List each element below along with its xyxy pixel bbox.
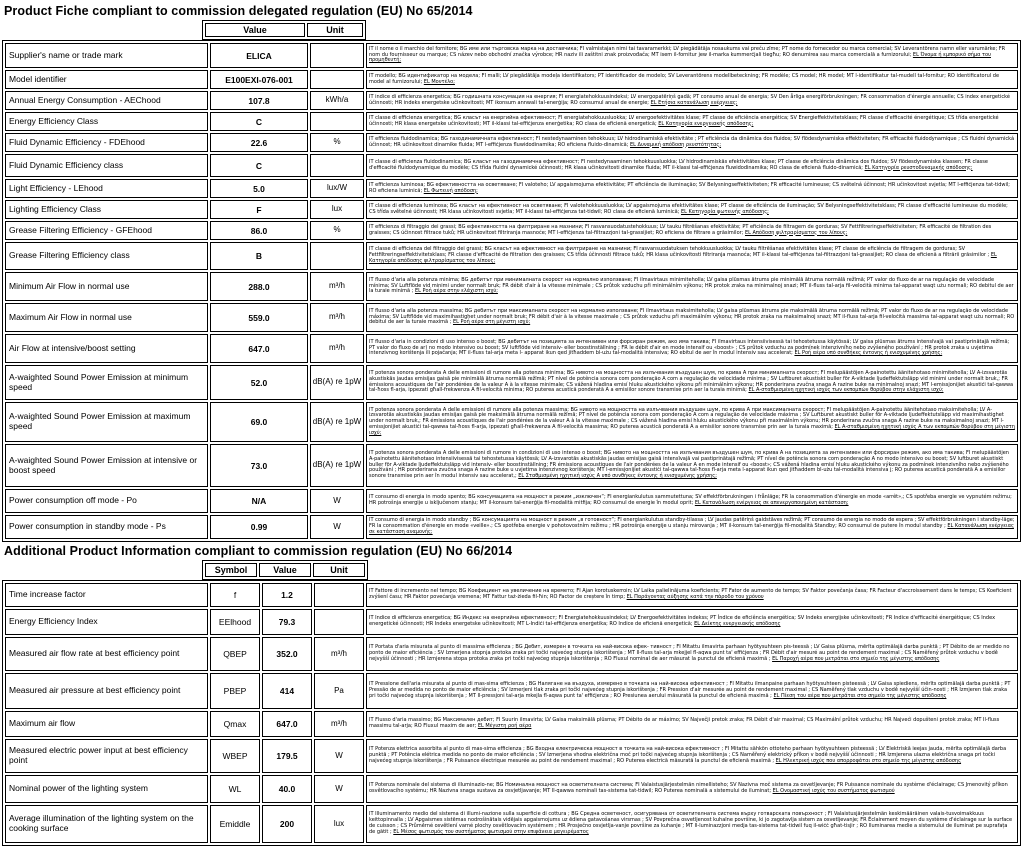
row-description: IT consumo di energia in modo spento; BG консумацията на мощност в режим „изключен“; FI energiankulutus sammutettuna; SV effektförbrukningen i frånläge; FR la consommation d'énergie en mode «arrêt»,; CS spotřeba energie ve vypnutém režimu; HR potrošnja energije u isključenom stanju; MT il-konsum tal-enerġija fil-modalità mitfija; RO consumul de energie în modul oprit; EL Κατανάλωση ενέργειας σε απενεργοποιημένη κατάσταση; <box>366 489 1018 513</box>
row-unit <box>310 112 364 131</box>
fiche2-header-row <box>205 563 365 577</box>
row-unit: m³/h <box>310 334 364 363</box>
row-unit: Pa <box>314 673 364 709</box>
table-row <box>5 70 1018 89</box>
row-value: 52.0 <box>210 365 308 400</box>
row-description: IT potenza sonora ponderata A delle emissioni di rumore alla potenza massima; BG нивото на мощността на излъчвания въздушен шум, по крива А при максималната скорост; FI melupäästöjen A-painotettu äänitehotaso maksimiteholla; LV A-izsvarotās akustiskās jaudas emisijas gaisā pie maksimālā ātruma normālā režīmā; PT nível de potência sonora com ponderação A com a regulação de velocidade máxima ; SV Luftburet akustiskt buller för A-viktade ljudeffektutsläpp vid maximihastighet under normalt bruk,; FR émissions acoustiques de l'air pondérées de la valeur A à la vitesse maximale ; CS vážená hladina emisí hluku akustického výkonu při maximálním výkonu; HR ponderirana zvučna snaga A razine buke na maksimalnoj snazi; MT l-emissjonijiet akustiċi tal-qawwa tal-ħoss fl-arja, ippezati għall-frekwenza A fil-velocità massima; RO puterea acustică ponderată A a emisiilor sonore transmise prin aer la turaia maximă; EL Α-σταθμισμένη ηχητική ισχύς Α των εκπομπών θορύβου στη μέγιστη ισχύ; <box>366 402 1018 442</box>
row-description: IT Fattore di incremento nel tempo; BG Коефициент на увеличение на времето; FI Ajan korotuskerroin; LV Laika palielinājuma koeficients; PT Fator de aumento de tempo; SV Faktor povečanja časa; FR Facteur d'accroissement dans le temps; CS Koeficient zvýšení času; HR Faktor povećanja vremena; MT Fattur taż-żieda fil-ħin; RO Factor de creștere în timp; EL Παράγοντας αύξησης κατά την πάροδο του χρόνου <box>366 583 1018 607</box>
row-description: IT classe di efficienza energetica; BG класът на енергийна ефективност; FI energiatehokkuusluokka; LV energoefektivitātes klase; PT classe de eficiência energética; SV Energieffektivitetsklass; FR classe d'efficacité énergétique; CS třída energetické účinnosti; HR klasa energetske učinkovitosti; MT il-klassi tal-effiċjenza enerġetika; RO clasa de eficienă energetică; EL Κατηγορία ενεργειακής απόδοσης; <box>366 112 1018 131</box>
fiche2-title: Additional Product Information compliant to commission regulation (EU) No 66/2014 <box>4 544 513 558</box>
table-row <box>5 179 1018 198</box>
row-unit: dB(A) re 1pW <box>310 444 364 487</box>
row-unit: m³/h <box>310 303 364 332</box>
row-label: Supplier's name or trade mark <box>5 43 208 68</box>
row-unit: m³/h <box>314 637 364 671</box>
row-value: 200 <box>262 805 312 843</box>
row-value: 559.0 <box>210 303 308 332</box>
row-unit <box>310 43 364 68</box>
row-value: F <box>210 200 308 219</box>
fiche2-header-value: Value <box>259 563 311 577</box>
row-value: C <box>210 112 308 131</box>
fiche2-table-body <box>5 583 1018 843</box>
row-symbol: PBEP <box>210 673 260 709</box>
row-description: IT Illuminamento medio del sistema di illumi-nazione sulla superficie di cottura ; BG Средна осветеност, осигурявана от осветителната система върху готварската повърхност ; FI Valaistusjärjestelmän keskimääräinen valais-tusvoimakkuus keittopinnalla ; LV Apgaismes sistēmas nodrošinātais vidējais apgaismojums uz ēdiena gatavošanas virsmas ; SV Povprečna osvetljenost kuhalne površine, ki jo zagotavlja sistem za osvetljevanje; FR Éclairement moyen du système d'éclairage sur la surface de cuisson ; CS Průměrné osvětlení varné plochy osvětlovacím systémem ; HR Prosječno osvjetlja-vanje površine za kuhanje ; MT Il-luminazzjoni medja tas-sistema tat-tidwil fuq il-wiċċ għat-tisjir ; RO Iluminarea medie a sistemului de iluminat pe suprafața de gătit ; EL Μέσος φωτισμός του συστήματος φωτισμού στην επιφάνεια μαγειρέματος <box>366 805 1018 843</box>
fiche1-table-body <box>5 43 1018 539</box>
row-unit: kWh/a <box>310 91 364 110</box>
row-label: Power consumption off mode - Po <box>5 489 208 513</box>
table-row <box>5 365 1018 400</box>
row-label: Annual Energy Consumption - AEChood <box>5 91 208 110</box>
row-description: IT efficienza di filtraggio dei grassi; BG ефективността на филтриране на мазнини; FI rasvansuodatustehokkuus; LV tauku filtrēšanas efektivitāte; PT eficiência de filtragem de gorduras; SV Fettfiltreringseffektiviteten; FR efficacité de filtration des graisses; CS účinnost filtrace tuků; HR učinkovitost filtriranja masnoće; MT l-effiċjenza tal-filtrazzjoni tal-grassijiet; RO eficiena de filtrare a grăsimilor; EL Απόδοση φιλτραρίσματος του λίπους; <box>366 221 1018 240</box>
table-row <box>5 242 1018 270</box>
row-label: Maximum air flow <box>5 711 208 737</box>
table-row <box>5 805 1018 843</box>
row-unit <box>310 154 364 177</box>
row-unit <box>314 609 364 635</box>
row-label: Light Efficiency - LEhood <box>5 179 208 198</box>
table-row <box>5 402 1018 442</box>
row-label: Fluid Dynamic Efficiency - FDEhood <box>5 133 208 152</box>
table-row <box>5 272 1018 301</box>
row-unit: lux <box>310 200 364 219</box>
row-value: 0.99 <box>210 515 308 539</box>
fiche1-title: Product Fiche compliant to commission delegated regulation (EU) No 65/2014 <box>4 4 473 18</box>
table-row <box>5 43 1018 68</box>
row-description: IT efficienza luminosa; BG ефективността на осветяване; FI valoteho; LV apgaismojuma efektivitāte; PT eficiência de iluminação; SV Belysningseffektiviteten; FR efficacité lumineuse; CS světelná účinnost; HR učinkovitost svjetla; MT l-effiċjenza tat-tidwil; RO eficiena luminică; EL Φωτεινή απόδοση; <box>366 179 1018 198</box>
row-symbol: f <box>210 583 260 607</box>
row-unit: W <box>310 515 364 539</box>
row-value: E100EXI-076-001 <box>210 70 308 89</box>
table-row <box>5 154 1018 177</box>
table-row <box>5 91 1018 110</box>
row-description: IT il nome o il marchio del fornitore; BG име или търговска марка на доставчика; FI valmistajan nimi tai tavaramerkki; LV piegādātāja nosaukums vai preču zīme; PT nome do fornecedor ou marca comercial; SV Leverantörens namn eller varumärke; FR nom du fournisseur ou marque; CS název nebo obchodní značka výrobce; HR naziv ili zaštitni znak proizvođača; MT isem il-fornitur jew il-marka kummerċjali tiegħu; RO denumirea sau marca comercială a furnizorului; EL Όνομα ή εμπορικό σήμα του προμηθευτή; <box>366 43 1018 68</box>
table-row <box>5 200 1018 219</box>
row-value: 40.0 <box>262 775 312 803</box>
fiche2-table <box>2 580 1021 846</box>
table-row <box>5 637 1018 671</box>
row-label: Minimum Air Flow in normal use <box>5 272 208 301</box>
row-unit: W <box>310 489 364 513</box>
row-symbol: Emiddle <box>210 805 260 843</box>
row-value: C <box>210 154 308 177</box>
row-description: IT flusso d'aria in condizioni di uso intenso o boost; BG дебитът на позицията за интензивен или форсиран режим, ако има такива; FI ilmavirtaus intensiivisessä tai tehostetussa käytössä; LV gaisa plūsmas ātrums intensīvajā vai pastiprinātajā režīmā; PT valor do fluxo de ar) no modo intensivo ou boost; SV luftflöde vid intensiv- eller boostinställning ; FR le débit d'air en mode intensif ou «boost» ; CS průtok vzduchu za podmínek intenzivního nebo zvýšeného používání ; HR protok zraka u uvjetima intenzivnog korištenja ili pojačanja; MT il-fluss tal-arja meta l- apparat ikun qed jitħaddem bl-użu tal-modalità intensiva; RO ebitul de aer în modul intensiv sau accelerat; EL Ροή αέρα υπό συνθήκες έντονης ή ενισχυμένης χρήσης; <box>366 334 1018 363</box>
row-value: 179.5 <box>262 739 312 773</box>
fiche2-header <box>202 560 368 580</box>
row-description: IT Flusso d'aria massimo; BG Максимален дебит; FI Suurin ilmavirta; LV Gaisa maksimālā plūsma; PT Débito de ar máximo; SV Največji pretok zraka; FR Débit d'air maximal; CS Maximální průtok vzduchu; HR Najveći dopušteni protok zraka; MT Il-fluss massimu tal-arja; RO Fluxul maxim de aer; EL Μέγιστη ροή αέρα <box>366 711 1018 737</box>
row-description: IT Pressione dell'aria misurata al punto di mas-sima efficienza ; BG Налягане на въздуха, измерено в точката на най-висока ефективност ; FI Mitattu ilmanpaine parhaan hyötysuhteen pisteessä ; LV Gaisa spiediens, mērīts optimālajā darba punktā ; PT Pressão de ar medida no ponto de maior eficiência ; SV Izmerjeni tlak zraka pri točki najvećeg stupnja iskorištenja ; FR Pression d'air mesurée au point de rendement maximal ; CS Naměřený tlak vzduchu v bodě nejvyšší účin-nosti ; HR Izmjeren tlak zraka pri točki najvećeg stupnja iskorištenja ; MT Il-pressjoni tal-arja mkejla fl-aqwa punt ta' effiċjenza ; RO Presiunea aerului măsurată la punctul de eficienă maximă ; EL Πίεση του αέρα που μετράται στο σημείο της μέγιστης απόδοσης <box>366 673 1018 709</box>
row-value: 414 <box>262 673 312 709</box>
row-description: IT flusso d'aria alla potenza massima; BG дебитът при максималната скорост на нормално използване; FI ilmavirtaus maksimiteholla; LV gaisa plūsmas ātrums pie maksimālā ātruma normālā režīmā; PT valor do fluxo de ar na regulação de velocidade máxima; SV Luftflöde vid maximihastighet under normalt bruk; FR débit d'air à la vitesse maximale ; CS průtok vzduchu při maximálním výkonu; HR protok zraka na maksimalnoj snazi; MT il-fluss tal-arja fil-veloċità massima tal-apparat waqt użu normali; RO debitul de aer la turaie maximă ; EL Ροή αέρα στη μέγιστη ισχύ; <box>366 303 1018 332</box>
row-label: A-waighted Sound Power Emission at intensive or boost speed <box>5 444 208 487</box>
table-row <box>5 112 1018 131</box>
row-description: IT modello; BG идентификатор на модела; FI malli; LV piegādātāja modeļa identifikators; PT identificador de modelo; SV Leverantörens modellbeteckning; FR modèle; CS model; HR model; MT l-identifikatur tal-mudell tal-fornitur; RO identificatorul de model al furnizorului; EL Μοντέλο; <box>366 70 1018 89</box>
row-unit: m³/h <box>314 711 364 737</box>
row-label: Model identifier <box>5 70 208 89</box>
row-value: 1.2 <box>262 583 312 607</box>
table-row <box>5 133 1018 152</box>
fiche1-header-unit: Unit <box>307 23 363 37</box>
row-description: IT Potenza elettrica assorbita al punto di mas-sima efficienza ; BG Входна електрическа мощност в точката на най-висока ефективност ; FI Mitattu sähkön ottoteho parhaan hyötysuhteen pisteessä ; LV Elektriskā ieejas jauda, mērīta optimālajā darba punktā ; PT Potência elétrica medida no ponto de maior eficiência ; SV Izmerjena vhodna električna moč pri točki najvećeg stupnja iskorištenja ; CS Naměřený elektrický příkon v bodě nejvyšší účinnosti ; HR Izmjerena ulazna električna snaga pri točki najvećeg stupnja iskorištenja ; FR Puissance électrique mesurée au point de rendement maximal ; RO Puterea electrică măsurată la punctul de eficienă maximă ; EL Ηλεκτρική ισχύς που απορροφάται στο σημείο της μέγιστης απόδοσης <box>366 739 1018 773</box>
row-symbol: EElhood <box>210 609 260 635</box>
row-label: Measured air pressure at best efficiency point <box>5 673 208 709</box>
row-label: A-waighted Sound Power Emission at maximum speed <box>5 402 208 442</box>
row-label: Measured air flow rate at best efficiency point <box>5 637 208 671</box>
row-value: 288.0 <box>210 272 308 301</box>
row-value: 22.6 <box>210 133 308 152</box>
row-description: IT efficienza fluidodinamica; BG газодинамичната ефективност; FI nestedynaaminen tehokkuus; LV hidrodinamiskā efektivitāte ; PT eficiência da dinâmica dos fluidos; SV flödesdynamiska effektiviteten; FR efficacité fluidodynamique ; CS fluidní dynamická účinnost; HR učinkovitost dinamike fluida; MT l-effiċjenza fluwidodinamika; RO eficiena fluido-dinamică; EL Δυναμική απόδοση ρευστότητας; <box>366 133 1018 152</box>
row-symbol: WBEP <box>210 739 260 773</box>
row-value: 86.0 <box>210 221 308 240</box>
row-unit: W <box>314 739 364 773</box>
fiche2-header-symbol: Symbol <box>205 563 257 577</box>
row-unit: lux <box>314 805 364 843</box>
table-row <box>5 515 1018 539</box>
row-label: Nominal power of the lighting system <box>5 775 208 803</box>
row-label: Time increase factor <box>5 583 208 607</box>
row-value: 79.3 <box>262 609 312 635</box>
table-row <box>5 334 1018 363</box>
row-value: ELICA <box>210 43 308 68</box>
row-label: Maximum Air Flow in normal use <box>5 303 208 332</box>
row-symbol: QBEP <box>210 637 260 671</box>
row-description: IT Potenza nominale del sistema di illuminazio-ne; BG Номинална мощност на осветителната система; FI Valaistusjärjestelmän nimellisteho; SV Nazivna moč sistema za osvetljevanje; FR Puissance nominale du système d'éclairage; CS Jmenovitý příkon osvětlovacího systému; HR Nazivna snaga sustava za osvjetljavanje; MT Il-qawwa nominali tas-sistema tat-tidwil; RO Puterea nominală a sistemului de iluminat; EL Ονομαστική ισχύς του συστήματος φωτισμού <box>366 775 1018 803</box>
row-description: IT consumo di energia in modo standby ; BG консумацията на мощност в режим „в готовност“; FI energiankulutus standby-tilassa ; LV jaudas patēriņš gaidstāves režīmā; PT consumo de energia no modo de espera ; SV effektförbrukningen i standby-läge; FR la consommation d'énergie en mode «veille».; CS spotřeba energie v pohotovostním režimu ; HR potrošnja energije u stanju mirovanja ; MT il-konsum tal-enerġija fil-modalità Standby; RO consumul de putere în modul standby ; EL Κατανάλωση ενέργειας σε κατάσταση αναμονής; <box>366 515 1018 539</box>
row-unit: % <box>310 133 364 152</box>
fiche1-header-row <box>205 23 363 37</box>
table-row <box>5 489 1018 513</box>
row-label: Power consumption in standby mode - Ps <box>5 515 208 539</box>
row-unit: m³/h <box>310 272 364 301</box>
row-label: Energy Efficiency Class <box>5 112 208 131</box>
table-row <box>5 221 1018 240</box>
row-unit <box>314 583 364 607</box>
row-label: Grease Filtering Efficiency - GFEhood <box>5 221 208 240</box>
row-description: IT potenza sonora ponderata A delle emissioni di rumore in condizioni di uso intenso o boost; BG нивото на мощността на излъчвания въздушен шум, по крива А на позицията за интензивен или форсиран режим, ако има такива; FI melupäästöjen A-painotettu äänitehotaso intensiivisessä tai tehostetussa käytössä; LV A-izsvarotās akustiskās jaudas emisijas gaisā intensīvajā vai pastiprinātajā režīmā; PT nível de potência sonora com ponderação A no modo intensivo ou boost; SV luftburet akustiskt buller för A-viktade ljudeffektutsläpp vid intensiv- eller boostinställning; FR émissions acoustiques de l'air pondérées de la valeur A en mode intensif ou «boost»; CS vážená hladina emisí hluku akustického výkonu za podmínek intenzivního nebo zvýšeného používání ; HR ponderirana zvučna snaga A razine buke u uvjetima intenzivnog korištenja; MT l-emissjonijiet akustiċi tal-qawwa tal-ħoss fl-arja meta l-apparat ikun qed jitħaddem bl-użu tal-modalità intensiva j; RO puterea acustică ponderată A a emisiilor sonore transmise prin aer în modul intensiv sau accelerat,; EL Σταθμισμένη ηχητική ισχύς Α υπό συνθήκες έντονης ή ενισχυμένης χρήσης; <box>366 444 1018 487</box>
row-label: Fluid Dynamic Efficiency class <box>5 154 208 177</box>
row-label: Average illumination of the lighting system on the cooking surface <box>5 805 208 843</box>
row-symbol: WL <box>210 775 260 803</box>
table-row <box>5 609 1018 635</box>
row-value: 73.0 <box>210 444 308 487</box>
row-value: 647.0 <box>262 711 312 737</box>
row-description: IT Indice di efficienza energetica; BG Индекс на енергийна ефективност; FI Energiatehokkuusindeksi; LV Energoefektivitātes indekss; PT Índice de eficiência energética; SV Indeks energijske učinkovitosti; FR Indice d'efficacité énergétique; CS Index energetické účinnosti; HR Indeks energetske učinkovitosti; MT L-Indiċi tal-effiċjenza enerġetika; RO Indice de eficienă energetică; EL Δείκτης ενεργειακής απόδοσης <box>366 609 1018 635</box>
row-description: IT flusso d'aria alla potenza minima; BG дебитът при минималната скорост на нормално използване; FI ilmavirtaus minimiteholla; LV gaisa plūsmas ātrums pie minimālā ātruma normālā režīmā; PT valor do fluxo de ar na regulação de velocidade mínima; SV Luftflöde vid minimi under normalt bruk; FR débit d'air à la vitesse minimale ; CS průtok vzduchu při minimálním výkonu; HR protok zraka na minimalnoj snazi; MT il-fluss tal-arja fil-veloċità minima tal-apparat waqt użu normali; RO debitul de aer la turaie minimă ; EL Ροή αέρα στην ελάχιστη ισχύ; <box>366 272 1018 301</box>
table-row <box>5 583 1018 607</box>
row-description: IT classe di efficienza luminosa; BG класът на ефективност на осветяване; FI valotehokkuusluokka; LV apgaismojuma efektivitātes klase; PT classe de eficiência de iluminação; SV Belysningseffektivitetsklass; FR classe d'efficacité lumineuse du modèle; CS třída světelné účinnosti; HR klasa učinkovitosti svjetla; MT il-klassi tal-effiċjenza tat-tidwil; RO clasa de eficienă luminică; EL Κατηγορία φωτεινής απόδοσης; <box>366 200 1018 219</box>
row-unit: dB(A) re 1pW <box>310 365 364 400</box>
row-value: 647.0 <box>210 334 308 363</box>
row-description: IT classe di efficienza fluidodinamica; BG класът на газодинамична ефективност; FI nestedynaaminen tehokkuusluokka; LV hidrodinamiskās efektivitātes klase; PT classe de eficiência dinâmica dos fluidos; SV flödesdynamiska klassen; FR classe d'efficacité fluidodynamique du modèle; CS třída fluidní dynamické účinnosti; HR klasa učinkovitosti dinamike fluida; MT il-klassi tal-effiċjenza fluwidodinamika; RO clasa de eficienă fluido-dinamică; EL Κατηγορία ρευστοδυναμικής απόδοσης; <box>366 154 1018 177</box>
row-unit: % <box>310 221 364 240</box>
fiche1-header <box>202 20 366 40</box>
row-label: Air Flow at intensive/boost setting <box>5 334 208 363</box>
row-label: Grease Filtering Efficiency class <box>5 242 208 270</box>
fiche2-header-unit: Unit <box>313 563 365 577</box>
row-label: Energy Efficiency Index <box>5 609 208 635</box>
row-value: B <box>210 242 308 270</box>
table-row <box>5 775 1018 803</box>
fiche1-header-value: Value <box>205 23 305 37</box>
row-label: A-waighted Sound Power Emission at minimum speed <box>5 365 208 400</box>
row-unit: W <box>314 775 364 803</box>
row-description: IT classe di efficienza del filtraggio dei grassi; BG класът на ефективност на филтриране на мазнини; FI rasvansuodatuksen tehokkuusluokka; LV tauku filtrēšanas efektivitātes klase; PT classe de eficiência de filtragem de gorduras; SV Fettfiltreringseffektivitetsklass; FR classe d'efficacité de filtration des graisses; CS třída účinnosti filtrace tuků; HR klasa učinkovitosti filtriranja masnoća; MT il-klassi tal-effiċjenza tal-filtrazzjoni tal-grassijiet; RO clasa de eficienă a filtrării grăsimilor ; EL Κατηγορία απόδοσης φιλτραρίσματος του λίπους; <box>366 242 1018 270</box>
row-value: N/A <box>210 489 308 513</box>
row-value: 5.0 <box>210 179 308 198</box>
row-description: IT indice di efficienza energetica; BG годишната консумация на енергия; FI energiatehokkuusindeksi; LV energopatēriņš gadā; PT consumo anual de energia; SV Den årliga energiförbrukningen; FR consommation d'énergie annuelle; CS index energetické účinnosti; HR indeks energetske učinkovitosti; MT ikonsum annwali tal-enerġija; RO consumul anual de energie; EL Ετήσια κατανάλωση ενέργειας; <box>366 91 1018 110</box>
row-unit: lux/W <box>310 179 364 198</box>
row-value: 352.0 <box>262 637 312 671</box>
row-label: Lighting Efficiency Class <box>5 200 208 219</box>
table-row <box>5 303 1018 332</box>
row-description: IT potenza sonora ponderata A delle emissioni di rumore alla potenza minima; BG нивото на мощността на излъчвания въздушен шум, по крива А при минималната скорост; FI melupäästöjen A-painotettu äänitehotaso minimiteholla; LV A-izsvarotās akustiskās jaudas emisijas gaisā pie minimālā ātruma normālā režīmā; PT nível de potência sonora com ponderação A com a regulação de velocidade mínima ; SV Luftburet akustiskt buller för A-viktade ljudeffektutsläpp vid minimi under normalt bruk,; FR émissions acoustiques de l'air pondérées de la valeur A à la vitesse minimale; CS vážená hladina emisí hluku akustického výkonu při minimálním výkonu; HR ponderirana zvučna snaga A razine buke na minimalnoj snazi; MT l-emissjonijiet akustiċi tal-qawwa tal-ħoss fl-arja, ippezati għall-frekwenza A fil-velocità minima; RO puterea acustică ponderată A a emisiilor sonore transmise prin aer la turaia minimă; EL Α-σταθμισμένη ηχητική ισχύς των εκπομπών θορύβου στην ελάχιστη ισχύ; <box>366 365 1018 400</box>
row-symbol: Qmax <box>210 711 260 737</box>
row-unit: dB(A) re 1pW <box>310 402 364 442</box>
table-row <box>5 739 1018 773</box>
table-row <box>5 444 1018 487</box>
row-unit <box>310 70 364 89</box>
row-description: IT Portata d'aria misurata al punto di massima efficienza ; BG Дебит, измерен в точката на най-висока ефек- тивност ; FI Mitattu ilmavirta parhaan hyötysuhteen pis-teessä ; LV Gaisa plūsma, mērīta optimālajā darba punktā ; PT Débito de ar medido no ponto de maior eficiência ; SV Izmerjena stopnja protoka zraka pri točki najvećeg stupnja iskorištenja ; MT Il-fluss tal-arja mkejjel fl-aqwa punt ta' effiċjenza ; FR Débit d'air mesuré au point de rendement maximal ; CS Naměřený průtok vzduchu v bodě nejvyšší účinnosti ; HR Izmjerena stopa protoka zraka pri točki najvećeg stupnja iskorištenja ; RO Fluxul nominal de aer măsurat la punctul de eficienă maximă ; EL Παροχή αέρα που μετράται στο σημείο της μέγιστης απόδοσης <box>366 637 1018 671</box>
table-row <box>5 711 1018 737</box>
row-label: Measured electric power input at best efficiency point <box>5 739 208 773</box>
row-unit <box>310 242 364 270</box>
row-value: 69.0 <box>210 402 308 442</box>
row-value: 107.8 <box>210 91 308 110</box>
fiche1-table <box>2 40 1021 542</box>
table-row <box>5 673 1018 709</box>
